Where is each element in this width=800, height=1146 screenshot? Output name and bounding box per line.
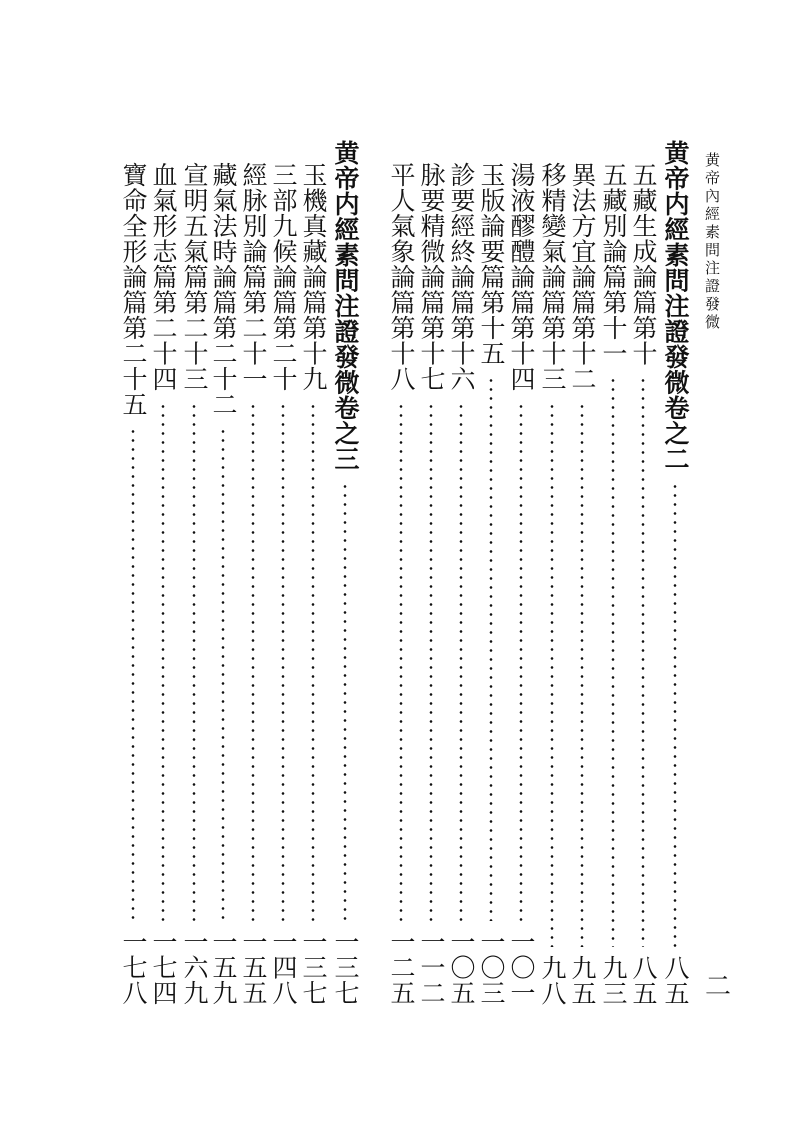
toc-volume-heading [660,140,690,1006]
toc-page-number: 九五 [568,955,597,1006]
toc-volume-heading [330,140,360,1006]
dot-leader [399,402,403,921]
toc-entry [386,162,416,1006]
toc-title: 五藏生成論篇第十 [629,162,658,366]
dot-leader [611,376,615,947]
toc-page-number: 一〇五 [447,929,476,1006]
dot-leader [429,402,433,921]
dot-leader [161,402,165,921]
toc-page-number: 八五 [629,955,658,1006]
toc-page-number: 一五九 [209,929,238,1006]
dot-leader [459,402,463,921]
toc-entry [148,162,178,1006]
running-title: 黄帝內經素問注證發微 [703,152,721,332]
toc-page-number: 一〇一 [507,929,536,1006]
toc-title: 異法方宜論篇第十二 [568,162,597,392]
toc-page-number: 一七八 [119,929,148,1006]
toc-page-number: 一〇三 [477,929,506,1006]
dot-leader [641,376,645,947]
toc-page-number: 一二五 [387,929,416,1006]
toc-page-number: 一一二 [417,929,446,1006]
toc-entry [416,162,446,1006]
dot-leader [489,376,493,921]
dot-leader [192,402,196,921]
dot-leader [673,482,677,947]
toc-page-number: 九三 [599,955,628,1006]
toc-page-number: 一四八 [269,929,298,1006]
dot-leader [550,402,554,947]
toc-entry [298,162,328,1006]
toc-title: 藏氣法時論篇第二十二 [209,162,238,417]
toc-entry [567,162,597,1006]
toc-entry [628,162,658,1006]
toc-entry [506,162,536,1006]
toc-entry [118,162,148,1006]
dot-leader [311,402,315,921]
toc-title: 移精變氣論篇第十三 [538,162,567,392]
toc-title: 湯液醪醴論篇第十四 [507,162,536,392]
toc-title: 寶命全形論篇第二十五 [119,162,148,417]
toc-title: 五藏別論篇第十一 [599,162,628,366]
dot-leader [221,427,225,921]
toc-entry [476,162,506,1006]
toc-entry [446,162,476,1006]
toc-title: 診要經終論篇第十六 [447,162,476,392]
toc-title: 三部九候論篇第二十 [269,162,298,392]
dot-leader [343,482,347,921]
toc-title: 宣明五氣篇第二十三 [180,162,209,392]
toc-page-number: 一七四 [149,929,178,1006]
toc-title: 玉版論要篇第十五 [477,162,506,366]
toc-page-number: 一三七 [331,929,360,1006]
toc-page-number: 一三七 [299,929,328,1006]
dot-leader [281,402,285,921]
toc-page-number: 一五五 [239,929,268,1006]
toc-title: 黄帝内經素問注證發微卷之三 [331,140,360,472]
dot-leader [580,402,584,947]
toc-entry [238,162,268,1006]
dot-leader [131,427,135,921]
dot-leader [519,402,523,921]
toc-title: 血氣形志篇第二十四 [149,162,178,392]
toc-page-number: 一六九 [180,929,209,1006]
toc-title: 脉要精微論篇第十七 [417,162,446,392]
toc-entry [268,162,298,1006]
toc-entry [179,162,209,1006]
toc-title: 玉機真藏論篇第十九 [299,162,328,392]
page-folio: 二 [705,972,732,1002]
toc-entry [598,162,628,1006]
toc-page-number: 八五 [661,955,690,1006]
toc-page-number: 九八 [538,955,567,1006]
dot-leader [251,402,255,921]
toc-entry [208,162,238,1006]
toc-title: 平人氣象論篇第十八 [387,162,416,392]
toc-title: 黄帝内經素問注證發微卷之二 [661,140,690,472]
toc-title: 經脉別論篇第二十一 [239,162,268,392]
toc-entry [537,162,567,1006]
